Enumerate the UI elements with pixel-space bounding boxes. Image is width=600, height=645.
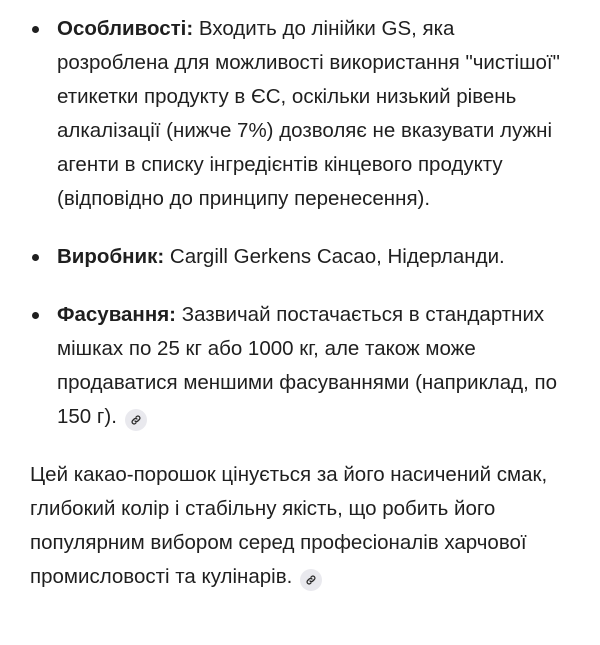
source-link-button[interactable] — [125, 409, 147, 431]
paragraph-text: Цей какао-порошок цінується за його насичений смак, глибокий колір і стабільну якість, що робить його популярним вибором серед професіоналів харчової промисловості та кулінарів. — [30, 463, 548, 588]
bullet-icon — [32, 312, 39, 319]
list-item-features — [30, 12, 570, 216]
source-link-button[interactable] — [300, 569, 322, 591]
item-label: Особливості: — [57, 17, 194, 40]
item-label: Виробник: — [57, 245, 165, 268]
item-label: Фасування: — [57, 303, 176, 326]
item-text: Cargill Gerkens Cacao, Нідерланди. — [164, 245, 505, 268]
bullet-icon — [32, 26, 39, 33]
list-item-manufacturer — [30, 240, 570, 274]
item-text: Входить до лінійки GS, яка розроблена для можливості використання "чистішої" етикетки продукту в ЄС, оскільки низький рівень алкалізації (нижче 7%) дозволяє не вказувати лужні агенти в списку інгредієнтів кінцевого продукту (відповідно до принципу перенесення). — [57, 17, 560, 210]
link-icon — [130, 414, 142, 426]
item-text: Зазвичай постачається в стандартних мішках по 25 кг або 1000 кг, але також може продаватися меншими фасуваннями (наприклад, по 150 г). — [57, 303, 557, 428]
summary-paragraph — [30, 458, 570, 594]
bullet-icon — [32, 254, 39, 261]
link-icon — [305, 574, 317, 586]
detail-list — [30, 12, 570, 434]
list-item-packaging — [30, 298, 570, 434]
